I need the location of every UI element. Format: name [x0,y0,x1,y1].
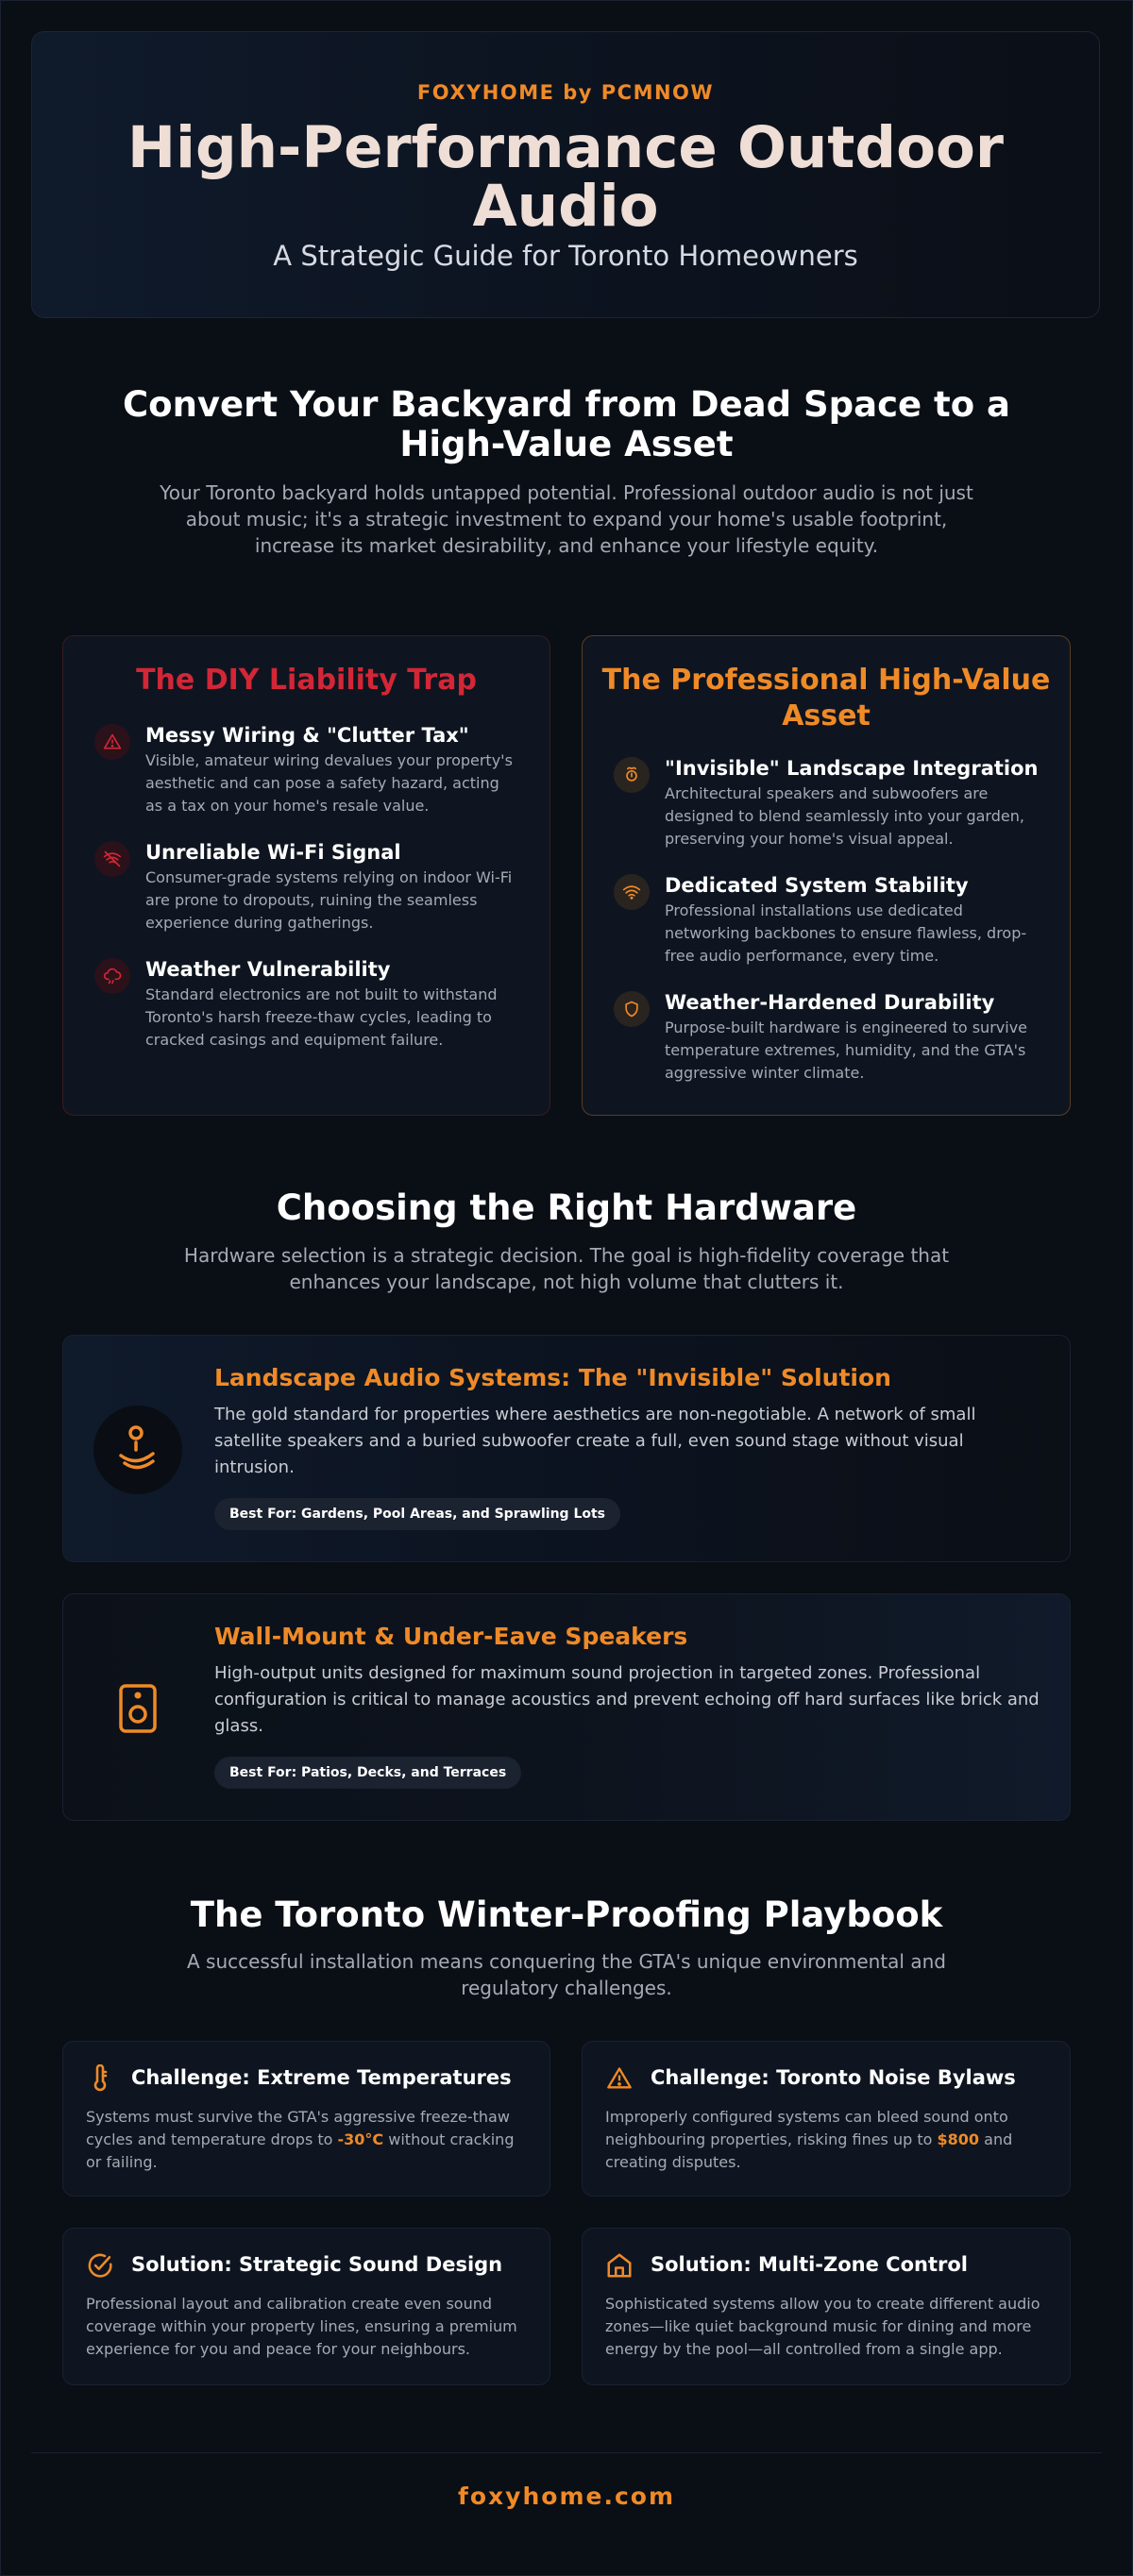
landscape-speaker-icon [93,1406,182,1494]
warning-icon [94,724,130,760]
warning-icon [603,2062,635,2095]
hardware-card-title: Wall-Mount & Under-Eave Speakers [214,1623,688,1650]
diy-item-body: Visible, amateur wiring devalues your property's aesthetic and can pose a safety hazard, acting as a tax on your home's resale value. [145,751,513,815]
playbook-card [62,2041,550,2197]
pro-item-body: Purpose-built hardware is engineered to survive temperature extremes, humidity, and the GTA's aggressive winter climate. [665,1019,1027,1082]
playbook-card [582,2041,1071,2197]
intro-description: Your Toronto backyard holds untapped potential. Professional outdoor audio is not just about music; it's a strategic investment to expand your home's usable footprint, increase its market desirability, and enhance your lifestyle equity. [160,481,973,557]
check-circle-icon [84,2249,116,2281]
pro-item-body: Architectural speakers and subwoofers are designed to blend seamlessly into your garden, preserving your home's visual appeal. [665,784,1024,848]
playbook-card-title: Challenge: Toronto Noise Bylaws [651,2066,1016,2089]
diy-item-heading: Unreliable Wi-Fi Signal [145,841,401,864]
pro-title: The Professional High-Value Asset [601,664,1051,732]
playbook-title: The Toronto Winter-Proofing Playbook [190,1894,943,1935]
highlight-value: -30°C [337,2130,384,2148]
storm-cloud-icon [94,958,130,994]
playbook-card-title: Solution: Multi-Zone Control [651,2253,968,2276]
best-for-tag: Best For: Gardens, Pool Areas, and Sprawling Lots [214,1498,620,1530]
diy-item-heading: Messy Wiring & "Clutter Tax" [145,724,469,747]
playbook-card [582,2228,1071,2385]
playbook-description: A successful installation means conquering the GTA's unique environmental and regulatory challenges. [187,1950,946,1999]
playbook-card-body: Systems must survive the GTA's aggressive freeze-thaw cycles and temperature drops to -30°C without cracking or failing. [86,2108,515,2171]
playbook-card-body: Sophisticated systems allow you to create different audio zones—like quiet background music for dining and more energy by the pool—all controlled from a single app. [605,2295,1040,2358]
wifi-off-icon [94,841,130,877]
playbook-card [62,2228,550,2385]
hardware-card [62,1335,1071,1562]
page-subtitle: A Strategic Guide for Toronto Homeowners [273,240,858,272]
hardware-card-body: High-output units designed for maximum sound projection in targeted zones. Professional configuration is critical to manage acoustics and prevent echoing off hard surfaces like brick and glass. [214,1663,1040,1736]
sprout-icon [614,757,650,793]
thermometer-icon [84,2062,116,2095]
brand-label: FOXYHOME by PCMNOW [416,81,715,104]
hardware-card-title: Landscape Audio Systems: The "Invisible" Solution [214,1364,891,1391]
pro-item-heading: "Invisible" Landscape Integration [665,757,1039,780]
hardware-description: Hardware selection is a strategic decision. The goal is high-fidelity coverage that enhances your landscape, not high volume that clutters it. [183,1244,950,1293]
playbook-card-body: Improperly configured systems can bleed sound onto neighbouring properties, risking fines up to $800 and creating disputes. [605,2108,1013,2171]
best-for-tag: Best For: Patios, Decks, and Terraces [214,1757,521,1789]
page-title: High-Performance Outdoor Audio [127,114,1004,240]
playbook-card-body: Professional layout and calibration create even sound coverage within your property lines, ensuring a premium experience for you and peace for your neighbours. [86,2295,517,2358]
playbook-card-title: Solution: Strategic Sound Design [131,2253,503,2276]
pro-item-heading: Weather-Hardened Durability [665,991,995,1014]
playbook-card-title: Challenge: Extreme Temperatures [131,2066,512,2089]
pro-item-heading: Dedicated System Stability [665,874,969,897]
highlight-value: $800 [937,2130,980,2148]
pro-item-body: Professional installations use dedicated networking backbones to ensure flawless, drop-free audio performance, every time. [665,901,1027,965]
footer-divider [31,2452,1102,2453]
intro-title: Convert Your Backyard from Dead Space to a High-Value Asset [123,384,1010,464]
diy-panel [62,635,550,1116]
shield-icon [614,991,650,1027]
wifi-icon [614,874,650,910]
home-icon [603,2249,635,2281]
footer-site-link[interactable]: foxyhome.com [458,2483,675,2510]
diy-item-heading: Weather Vulnerability [145,958,391,981]
diy-title: The DIY Liability Trap [136,664,477,697]
pro-panel [582,635,1071,1116]
speaker-icon [93,1664,182,1753]
hardware-title: Choosing the Right Hardware [276,1187,857,1228]
diy-item-body: Standard electronics are not built to withstand Toronto's harsh freeze-thaw cycles, leading to cracked casings and equipment failure. [145,985,498,1049]
hardware-card [62,1593,1071,1821]
hardware-card-body: The gold standard for properties where aesthetics are non-negotiable. A network of small satellite speakers and a buried subwoofer create a full, even sound stage without visual intrusion. [214,1405,976,1477]
diy-item-body: Consumer-grade systems relying on indoor Wi-Fi are prone to dropouts, ruining the seamless experience during gatherings. [145,868,513,932]
hero-banner [31,31,1100,318]
